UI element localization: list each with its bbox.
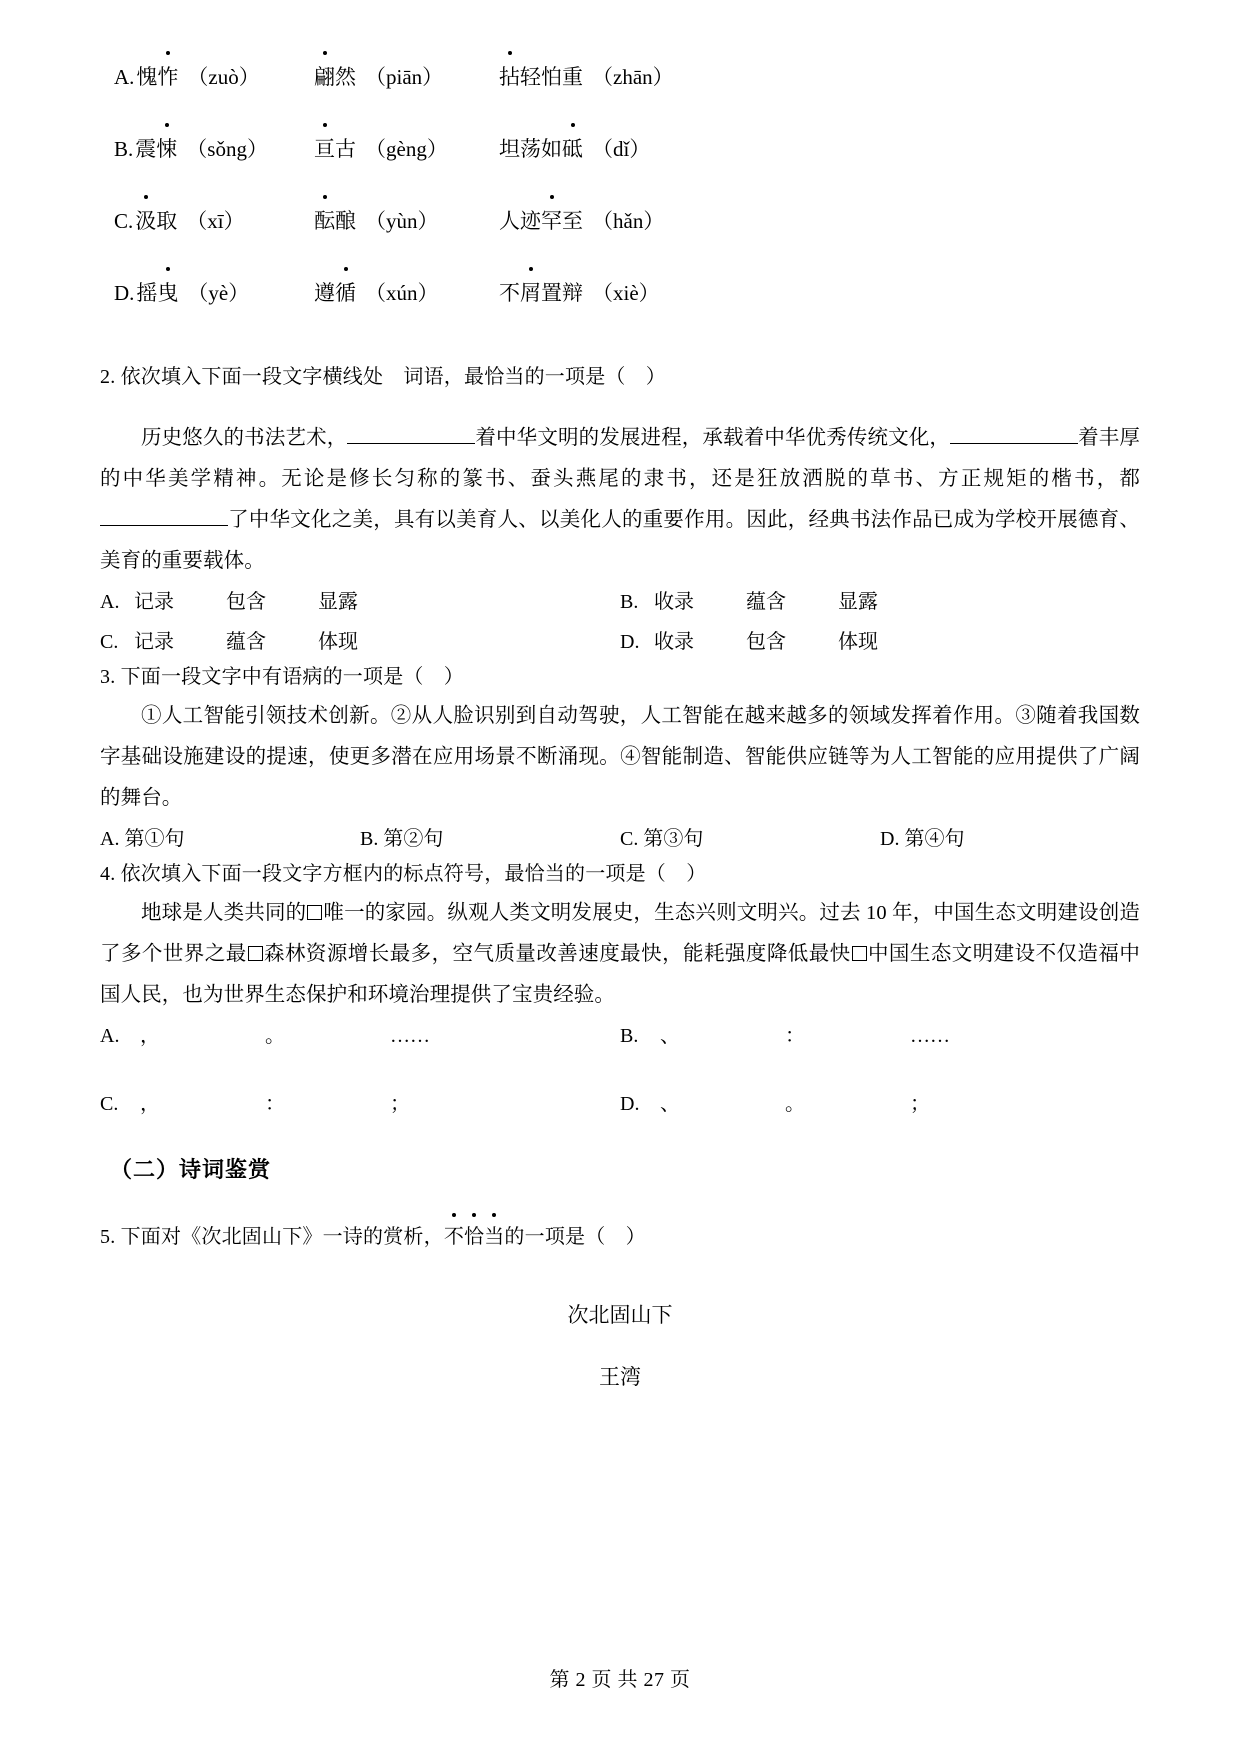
q2-option-a-letter: A. [100,591,120,613]
q3-option-d-letter: D. [880,828,900,850]
q2-blank-3 [100,525,228,526]
question3-block [100,662,1140,859]
q3-option-c-text: 第③句 [643,828,704,850]
q3-option-b[interactable] [360,819,620,859]
option-a-item-3 [499,60,759,94]
option-c-item-2 [314,204,499,238]
option-d-item-1 [114,276,314,310]
word-c3 [499,204,583,238]
word-d3-dotted-char: 屑 [520,276,541,310]
q4-option-b-letter: B. [620,1025,639,1047]
q2-option-a-word2: 包含 [226,591,266,613]
q3-option-a-text: 第①句 [124,828,185,850]
question5-stem [100,1222,1140,1252]
pinyin-d2: （xún） [365,281,439,305]
question5-block [100,1222,1140,1394]
spacer-3 [100,1188,1140,1222]
q4-option-b-mark2: ： [785,1025,805,1047]
q4-option-c-mark2: ： [265,1093,285,1115]
q2-option-b-word2: 蕴含 [746,591,786,613]
option-d-letter: D. [114,281,135,305]
word-a3 [499,60,583,94]
pinyin-a2: （piān） [365,65,444,89]
option-row-b [100,132,1140,166]
q2-passage-seg1: 历史悠久的书法艺术， [141,427,348,449]
word-c1-dotted-char: 汲 [135,204,156,238]
q4-passage-seg1: 地球是人类共同的 [141,902,307,924]
option-row-d [100,276,1140,310]
word-d1-dotted-char: 曳 [157,276,178,310]
q2-option-d-word2: 包含 [746,631,786,653]
q4-option-d[interactable] [620,1084,1140,1124]
q2-option-b-word3: 显露 [838,591,878,613]
q4-passage-seg2: 唯一的家园。纵观人类文明发展史，生态兴则文明兴。过去 10 年，中国生态文明建设创造了多个世界之最 [100,902,1140,965]
q4-option-a-mark2: 。 [265,1025,285,1047]
q4-option-c-letter: C. [100,1093,119,1115]
q5-emph-char-1: 不 [444,1222,464,1252]
section-heading-poetry-appreciation: （二）诗词鉴赏 [110,1158,272,1183]
option-d-item-2 [314,276,499,310]
q2-option-a-word1: 记录 [134,591,174,613]
q4-option-d-mark1: 、 [660,1093,680,1115]
word-a3-dotted-char: 拈 [499,60,520,94]
word-d3-pre: 不 [499,281,520,305]
q4-option-c[interactable] [100,1084,620,1124]
question3-passage: ①人工智能引领技术创新。②从人脸识别到自动驾驶，人工智能在越来越多的领域发挥着作用。③随着我国数字基础设施建设的提速，使更多潜在应用场景不断涌现。④智能制造、智能供应链等为人工智能的应用提供了广阔的舞台。 [100,705,1140,809]
q4-option-c-mark1: ， [140,1093,160,1115]
pinyin-c2: （yùn） [365,209,439,233]
question4-block [100,859,1140,1124]
question1-options [100,60,1140,310]
q3-option-b-text: 第②句 [383,828,444,850]
word-c3-pre: 人迹 [499,209,541,233]
q4-punctuation-box-1 [307,905,322,920]
option-c-item-1 [114,204,314,238]
spacer-2 [100,396,1140,418]
q4-option-a-mark3: …… [390,1025,430,1047]
option-row-a [100,60,1140,94]
option-b-item-1 [114,132,314,166]
q2-passage-seg2: 着中华文明的发展进程，承载着中华优秀传统文化， [475,427,951,449]
pinyin-d3: （xiè） [592,281,660,305]
q4-passage-seg4: 中国生态文明建设不仅造福中国人民，也为世界生态保护和环境治理提供了宝贵经验。 [100,943,1140,1006]
option-d-item-3 [499,276,759,310]
option-row-c [100,204,1140,238]
word-d3-post: 置辩 [541,281,583,305]
word-d1 [136,276,178,310]
q2-option-a-word3: 显露 [318,591,358,613]
word-b3-dotted-char: 砥 [562,132,583,166]
word-c2 [314,204,356,238]
q2-option-c-word2: 蕴含 [226,631,266,653]
word-b1-pre: 震 [135,137,157,161]
pinyin-b2: （gèng） [365,137,448,161]
question2-block [100,362,1140,662]
q2-option-b-word1: 收录 [654,591,694,613]
q2-option-b[interactable] [620,582,1140,622]
word-d1-pre: 摇 [136,281,158,305]
q4-passage-seg3: 森林资源增长最多，空气质量改善速度最快，能耗强度降低最快 [263,943,851,965]
word-a2-dotted-char: 翩 [314,60,335,94]
q2-option-d[interactable] [620,622,1140,662]
poem-title: 次北固山下 [567,1303,673,1327]
word-c2-dotted-char: 酝 [314,204,335,238]
q5-emph-char-3: 当 [484,1222,504,1252]
q5-stem-suffix: 的一项是（ ） [504,1226,646,1248]
word-a2-post: 然 [335,65,356,89]
word-d3 [499,276,583,310]
word-a2 [314,60,356,94]
pinyin-b3: （dǐ） [592,137,651,161]
q4-option-a-mark1: ， [140,1025,160,1047]
pinyin-c1: （xī） [186,209,245,233]
q5-emph-char-2: 恰 [464,1222,484,1252]
q4-option-a[interactable] [100,1016,620,1056]
q4-option-a-letter: A. [100,1025,120,1047]
q3-option-a[interactable] [100,819,360,859]
q2-blank-1 [347,443,475,444]
question2-options [100,582,1140,662]
question4-passage [100,893,1140,1016]
q2-option-c-letter: C. [100,631,119,653]
question3-stem: 3. 下面一段文字中有语病的一项是（ ） [100,666,464,688]
word-a1-pre: 愧 [136,65,158,89]
word-a3-post: 轻怕重 [520,65,583,89]
q2-option-c[interactable] [100,622,620,662]
q4-option-c-mark3: ； [390,1093,410,1115]
q4-option-d-mark3: ； [910,1093,930,1115]
q3-option-c-letter: C. [620,828,639,850]
q2-option-a[interactable] [100,582,620,622]
q5-stem-prefix: 5. 下面对《次北固山下》一诗的赏析， [100,1226,444,1248]
pinyin-a3: （zhān） [592,65,674,89]
word-b1 [135,132,177,166]
option-b-item-3 [499,132,759,166]
word-d2-dotted-char: 循 [335,276,356,310]
word-d2 [314,276,356,310]
page-footer: 第 2 页 共 27 页 [549,1669,691,1691]
spacer-1 [100,348,1140,362]
question4-stem: 4. 依次填入下面一段文字方框内的标点符号，最恰当的一项是（ ） [100,863,707,885]
pinyin-d1: （yè） [187,281,250,305]
option-a-item-2 [314,60,499,94]
q3-option-b-letter: B. [360,828,379,850]
q4-options-row-2 [100,1084,1140,1124]
q4-option-b-mark3: …… [910,1025,950,1047]
option-a-item-1 [114,60,314,94]
word-c3-post: 至 [562,209,583,233]
q3-option-c[interactable] [620,819,880,859]
q4-punctuation-box-2 [248,946,263,961]
question4-options [100,1016,1140,1124]
word-a1 [136,60,178,94]
q3-option-d-text: 第④句 [904,828,965,850]
word-c2-post: 酿 [335,209,356,233]
q4-option-b[interactable] [620,1016,1140,1056]
word-b2-post: 古 [335,137,356,161]
pinyin-c3: （hǎn） [592,209,665,233]
question2-stem: 2. 依次填入下面一段文字横线处 词语，最恰当的一项是（ ） [100,366,666,388]
pinyin-b1: （sǒng） [186,137,268,161]
word-b3-pre: 坦荡如 [499,137,562,161]
q4-punctuation-box-3 [852,946,867,961]
q2-option-b-letter: B. [620,591,639,613]
pinyin-a1: （zuò） [187,65,260,89]
q4-options-row-1 [100,1016,1140,1056]
word-d2-pre: 遵 [314,281,335,305]
q3-option-d[interactable] [880,819,1140,859]
q4-option-b-mark1: 、 [660,1025,680,1047]
option-c-letter: C. [114,209,134,233]
question3-options [100,819,1140,859]
word-b2-dotted-char: 亘 [314,132,335,166]
q3-option-a-letter: A. [100,828,120,850]
option-a-letter: A. [114,65,135,89]
q5-stem-emphasis [444,1226,505,1248]
question2-passage [100,418,1140,582]
word-b1-dotted-char: 悚 [156,132,177,166]
option-b-item-2 [314,132,499,166]
poem-author: 王湾 [599,1365,641,1389]
word-a1-dotted-char: 怍 [157,60,178,94]
q2-passage-seg3: 着丰厚的中华美学精神。无论是修长匀称的篆书、蚕头燕尾的隶书，还是狂放洒脱的草书、方正规矩的楷书，都 [100,427,1140,490]
q2-option-c-word1: 记录 [134,631,174,653]
q4-option-d-mark2: 。 [785,1093,805,1115]
q4-option-d-letter: D. [620,1093,640,1115]
word-c1-post: 取 [156,209,178,233]
q2-option-c-word3: 体现 [318,631,358,653]
q2-passage-seg4: 了中华文化之美，具有以美育人、以美化人的重要作用。因此，经典书法作品已成为学校开展德育、美育的重要载体。 [100,509,1140,572]
q2-option-d-word3: 体现 [838,631,878,653]
word-b3 [499,132,583,166]
q2-blank-2 [950,443,1078,444]
q2-option-d-word1: 收录 [654,631,694,653]
q2-option-d-letter: D. [620,631,640,653]
word-b2 [314,132,356,166]
option-b-letter: B. [114,137,134,161]
option-c-item-3 [499,204,759,238]
word-c1 [135,204,177,238]
word-c3-dotted-char: 罕 [541,204,562,238]
